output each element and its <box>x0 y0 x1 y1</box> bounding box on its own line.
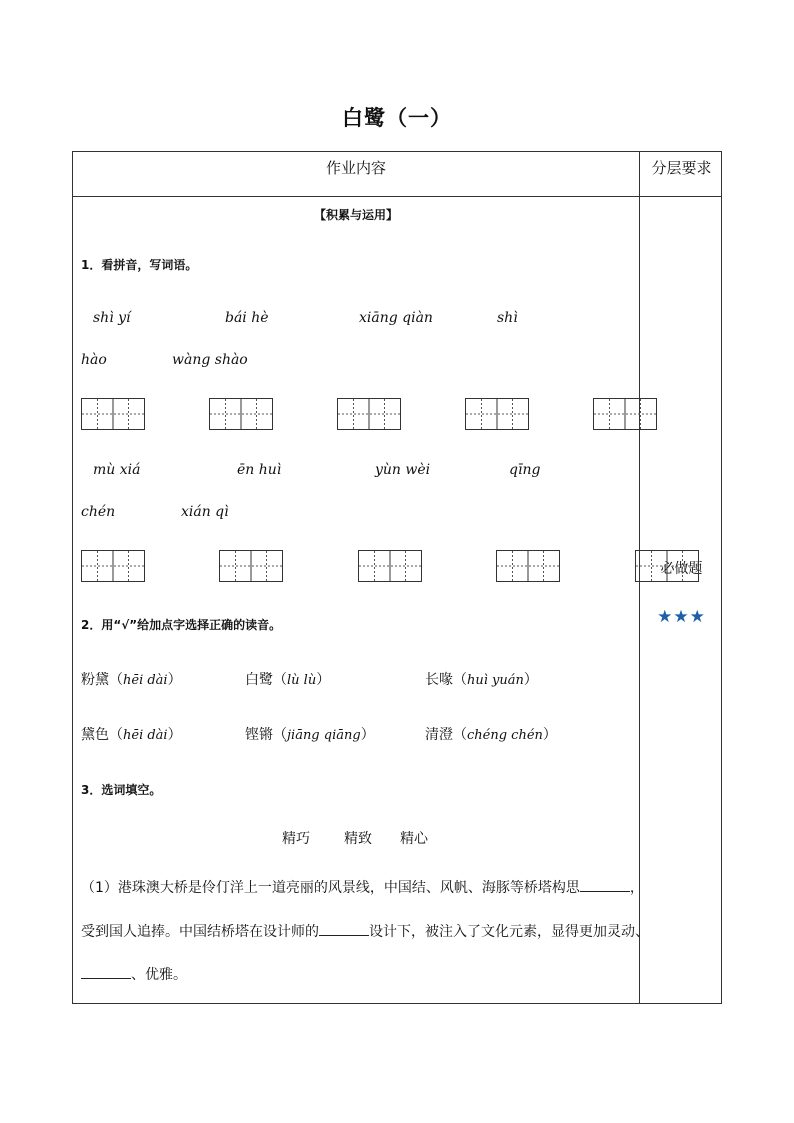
pinyin-4: shì <box>497 310 518 326</box>
q3-prompt: 3．选词填空。 <box>81 783 162 797</box>
pinyin-9: yùn wèi <box>375 462 431 478</box>
q2-item: 长喙（huì yuán） <box>425 672 538 688</box>
pinyin-8: ēn huì <box>237 462 282 478</box>
writing-grid[interactable] <box>635 550 699 582</box>
answer-blank[interactable] <box>319 923 369 936</box>
q2-item: 清澄（chéng chén） <box>425 727 557 743</box>
pinyin-10: qīng <box>509 462 541 478</box>
worksheet-table <box>72 151 722 1004</box>
answer-blank[interactable] <box>81 966 131 979</box>
pinyin-2: bái hè <box>225 310 269 326</box>
page-title: 白鹭（一） <box>342 106 452 130</box>
choice-word: 精巧 <box>282 831 310 847</box>
writing-grid[interactable] <box>358 550 422 582</box>
writing-grid[interactable] <box>81 398 145 430</box>
q3-line-3: 、优雅。 <box>81 964 187 984</box>
pinyin-6: wàng shào <box>172 352 248 368</box>
pinyin-3: xiāng qiàn <box>359 310 433 326</box>
q2-item: 白鹭（lù lù） <box>245 672 331 688</box>
section-title: 【积累与运用】 <box>313 208 398 222</box>
writing-grid[interactable] <box>465 398 529 430</box>
header-content: 作业内容 <box>325 159 386 177</box>
q3-line-2: 受到国人追捧。中国结桥塔在设计师的 设计下，被注入了文化元素，显得更加灵动、 <box>81 924 649 940</box>
pinyin-7: mù xiá <box>93 462 141 478</box>
writing-grid[interactable] <box>593 398 657 430</box>
content-cell <box>73 197 649 1003</box>
requirement-label: 必做题 <box>660 561 703 577</box>
choice-word: 精心 <box>400 831 428 847</box>
writing-grid[interactable] <box>337 398 401 430</box>
writing-grid[interactable] <box>496 550 560 582</box>
choice-word: 精致 <box>344 831 372 847</box>
q2-item: 铿锵（jiāng qiāng） <box>245 727 375 743</box>
difficulty-stars: ★★★ <box>657 607 706 627</box>
pinyin-11: chén <box>81 504 116 520</box>
writing-grid[interactable] <box>81 550 145 582</box>
q2-item: 黛色（hēi dài） <box>81 727 182 743</box>
pinyin-12: xián qì <box>181 504 229 520</box>
header-requirement: 分层要求 <box>651 159 712 177</box>
writing-grid[interactable] <box>219 550 283 582</box>
writing-grid[interactable] <box>209 398 273 430</box>
answer-blank[interactable] <box>580 879 630 892</box>
q2-item: 粉黛（hēi dài） <box>81 672 182 688</box>
q2-prompt: 2．用“√”给加点字选择正确的读音。 <box>81 618 282 632</box>
q1-prompt: 1．看拼音，写词语。 <box>81 258 198 272</box>
pinyin-1: shì yí <box>93 310 131 326</box>
pinyin-5: hào <box>81 352 107 368</box>
q3-line-1: （1）港珠澳大桥是伶仃洋上一道亮丽的风景线，中国结、风帆、海豚等桥塔构思 ， <box>81 880 644 896</box>
